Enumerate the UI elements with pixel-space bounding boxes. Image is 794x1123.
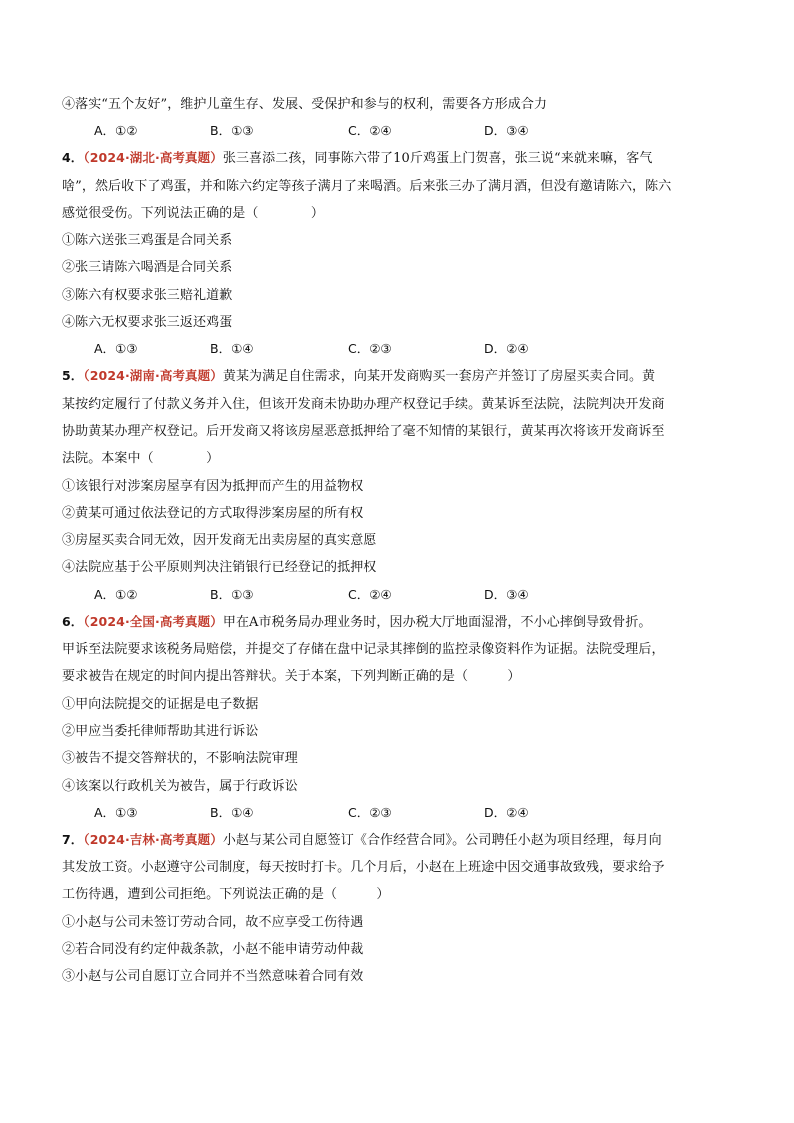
statement-option: ②黄某可通过依法登记的方式取得涉案房屋的所有权 bbox=[62, 505, 364, 521]
statement-option: ①小赵与公司未签订劳动合同，故不应享受工伤待遇 bbox=[62, 914, 364, 930]
source-tag: （2024·吉林·高考真题） bbox=[83, 831, 223, 847]
choice-a[interactable]: A．①③ bbox=[94, 804, 138, 820]
source-tag: （2024·全国·高考真题） bbox=[83, 613, 223, 629]
choice-c[interactable]: C．②③ bbox=[348, 341, 392, 357]
choice-a[interactable]: A．①② bbox=[94, 586, 138, 602]
stem-text: 工伤待遇，遭到公司拒绝。下列说法正确的是（ ） bbox=[62, 887, 390, 903]
stem-text: 要求被告在规定的时间内提出答辩状。关于本案，下列判断正确的是（ ） bbox=[62, 669, 521, 685]
statement-option: ①该银行对涉案房屋享有因为抵押而产生的用益物权 bbox=[62, 478, 364, 494]
statement-option: ①陈六送张三鸡蛋是合同关系 bbox=[62, 233, 233, 249]
answer-choices bbox=[62, 118, 734, 144]
stem-text: 啥”，然后收下了鸡蛋，并和陈六约定等孩子满月了来喝酒。后来张三办了满月酒，但没有邀请陈六，陈六 bbox=[62, 178, 672, 194]
question-stem bbox=[62, 362, 734, 390]
stem-text: 某按约定履行了付款义务并入住，但该开发商未协助办理产权登记手续。黄某诉至法院，法院判决开发商 bbox=[62, 396, 665, 412]
statement-option: ②若合同没有约定仲裁条款，小赵不能申请劳动仲裁 bbox=[62, 942, 364, 958]
source-tag: （2024·湖南·高考真题） bbox=[83, 368, 223, 384]
stem-text: 协助黄某办理产权登记。后开发商又将该房屋恶意抵押给了毫不知情的某银行，黄某再次将该开发商诉至 bbox=[62, 423, 665, 439]
question-stem bbox=[62, 608, 734, 636]
answer-choices bbox=[62, 800, 734, 826]
statement-option: ④该案以行政机关为被告，属于行政诉讼 bbox=[62, 778, 298, 794]
stem-text: 黄某为满足自住需求，向某开发商购买一套房产并签订了房屋买卖合同。黄 bbox=[222, 369, 656, 385]
question-list bbox=[62, 91, 734, 991]
choice-b[interactable]: B．①④ bbox=[210, 804, 254, 820]
choice-c[interactable]: C．②④ bbox=[348, 586, 392, 602]
stem-text: 甲在A市税务局办理业务时，因办税大厅地面湿滑，不小心摔倒导致骨折。 bbox=[222, 614, 652, 630]
answer-choices bbox=[62, 582, 734, 608]
question-stem bbox=[62, 826, 734, 854]
statement-option: ②甲应当委托律师帮助其进行诉讼 bbox=[62, 723, 259, 739]
question-7 bbox=[62, 826, 734, 991]
choice-d[interactable]: D．③④ bbox=[484, 586, 529, 602]
question-number: 7． bbox=[62, 831, 84, 847]
question-stem bbox=[62, 144, 734, 172]
answer-choices bbox=[62, 336, 734, 362]
statement-option: ①甲向法院提交的证据是电子数据 bbox=[62, 696, 259, 712]
statement-option: ②张三请陈六喝酒是合同关系 bbox=[62, 260, 233, 276]
choice-d[interactable]: D．②④ bbox=[484, 341, 529, 357]
statement-option: ③被告不提交答辩状的，不影响法院审理 bbox=[62, 751, 298, 767]
statement-option: ③房屋买卖合同无效，因开发商无出卖房屋的真实意愿 bbox=[62, 533, 377, 549]
stem-text: 法院。本案中（ ） bbox=[62, 451, 220, 467]
choice-a[interactable]: A．①② bbox=[94, 123, 138, 139]
statement-option: ③陈六有权要求张三赔礼道歉 bbox=[62, 287, 233, 303]
choice-b[interactable]: B．①③ bbox=[210, 123, 254, 139]
choice-a[interactable]: A．①③ bbox=[94, 341, 138, 357]
choice-c[interactable]: C．②③ bbox=[348, 804, 392, 820]
question-number: 6． bbox=[62, 613, 84, 629]
question-4 bbox=[62, 144, 734, 362]
choice-d[interactable]: D．②④ bbox=[484, 804, 529, 820]
choice-b[interactable]: B．①④ bbox=[210, 341, 254, 357]
stem-text: 小赵与某公司自愿签订《合作经营合同》。公司聘任小赵为项目经理，每月向 bbox=[222, 832, 662, 848]
question-number: 5． bbox=[62, 368, 84, 384]
stem-text: 感觉很受伤。下列说法正确的是（ ） bbox=[62, 205, 325, 221]
question-5 bbox=[62, 362, 734, 607]
choice-b[interactable]: B．①③ bbox=[210, 586, 254, 602]
stem-text: 张三喜添二孩，同事陈六带了10斤鸡蛋上门贺喜，张三说“来就来嘛，客气 bbox=[222, 151, 653, 167]
choice-c[interactable]: C．②④ bbox=[348, 123, 392, 139]
carryover-option: ④落实“五个友好”，维护儿童生存、发展、受保护和参与的权利，需要各方形成合力 bbox=[62, 97, 548, 112]
stem-text: 其发放工资。小赵遵守公司制度，每天按时打卡。几个月后，小赵在上班途中因交通事故致残，要求给予 bbox=[62, 860, 665, 876]
statement-option: ④法院应基于公平原则判决注销银行已经登记的抵押权 bbox=[62, 560, 377, 576]
source-tag: （2024·湖北·高考真题） bbox=[83, 150, 223, 166]
statement-option: ③小赵与公司自愿订立合同并不当然意味着合同有效 bbox=[62, 969, 364, 985]
question-6 bbox=[62, 608, 734, 826]
statement-option: ④陈六无权要求张三返还鸡蛋 bbox=[62, 315, 233, 331]
choice-d[interactable]: D．③④ bbox=[484, 123, 529, 139]
question-number: 4． bbox=[62, 150, 84, 166]
stem-text: 甲诉至法院要求该税务局赔偿，并提交了存储在盘中记录其摔倒的监控录像资料作为证据。法院受理后， bbox=[62, 642, 665, 658]
